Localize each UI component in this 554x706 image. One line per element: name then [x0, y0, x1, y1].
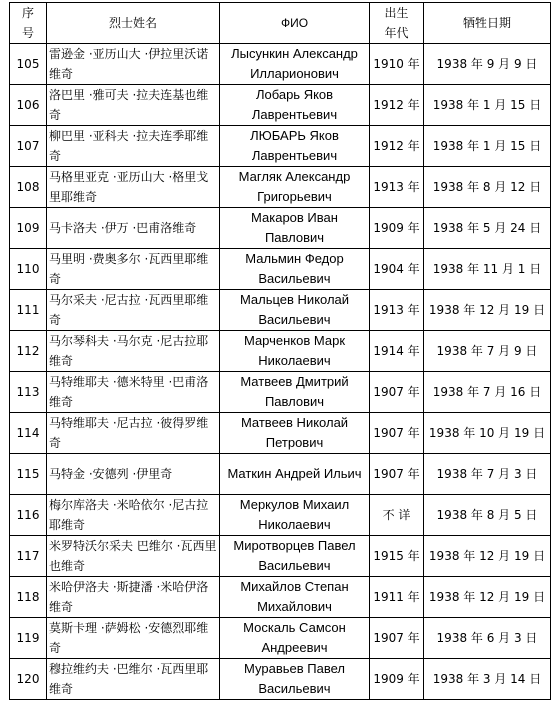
birth-year: 1913 年	[370, 167, 424, 208]
header-fio: ФИО	[220, 3, 370, 44]
martyr-name: 马里明 ·费奥多尔 ·瓦西里耶维奇	[47, 249, 220, 290]
death-date: 1938 年 9 月 9 日	[424, 44, 551, 85]
table-row	[10, 454, 551, 495]
martyr-name: 马尔采夫 ·尼古拉 ·瓦西里耶维奇	[47, 290, 220, 331]
martyr-name: 马卡洛夫 ·伊万 ·巴甫洛维奇	[47, 208, 220, 249]
header-name: 烈士姓名	[47, 3, 220, 44]
birth-year: 1907 年	[370, 413, 424, 454]
table-row	[10, 126, 551, 167]
birth-year: 1907 年	[370, 372, 424, 413]
row-number: 114	[10, 413, 47, 454]
table-row	[10, 413, 551, 454]
row-number: 108	[10, 167, 47, 208]
table-row	[10, 495, 551, 536]
header-death-date: 牺牲日期	[424, 3, 551, 44]
birth-year: 1907 年	[370, 454, 424, 495]
header-number: 序 号	[10, 3, 47, 44]
russian-name: Миротворцев Павел Васильевич	[220, 536, 370, 577]
russian-name: Михайлов Степан Михайлович	[220, 577, 370, 618]
martyr-name: 莫斯卡理 ·萨姆松 ·安德烈耶维奇	[47, 618, 220, 659]
russian-name: Мальцев Николай Васильевич	[220, 290, 370, 331]
table-header	[10, 3, 551, 44]
death-date: 1938 年 6 月 3 日	[424, 618, 551, 659]
russian-name: Маткин Андрей Ильич	[220, 454, 370, 495]
table-row	[10, 85, 551, 126]
birth-year: 1904 年	[370, 249, 424, 290]
row-number: 111	[10, 290, 47, 331]
header-row	[10, 3, 551, 44]
russian-name: Матвеев Дмитрий Павлович	[220, 372, 370, 413]
death-date: 1938 年 12 月 19 日	[424, 577, 551, 618]
martyr-name: 雷逊金 ·亚历山大 ·伊拉里沃诺维奇	[47, 44, 220, 85]
death-date: 1938 年 3 月 14 日	[424, 659, 551, 700]
birth-year: 1909 年	[370, 208, 424, 249]
martyr-name: 马格里亚克 ·亚历山大 ·格里戈里耶维奇	[47, 167, 220, 208]
row-number: 120	[10, 659, 47, 700]
birth-year: 1912 年	[370, 85, 424, 126]
row-number: 116	[10, 495, 47, 536]
russian-name: Матвеев Николай Петрович	[220, 413, 370, 454]
martyr-name: 马特维耶夫 ·尼古拉 ·彼得罗维奇	[47, 413, 220, 454]
row-number: 115	[10, 454, 47, 495]
martyr-name: 洛巴里 ·雅可夫 ·拉夫连基也维奇	[47, 85, 220, 126]
martyr-name: 穆拉维约夫 ·巴维尔 ·瓦西里耶维奇	[47, 659, 220, 700]
row-number: 107	[10, 126, 47, 167]
martyr-name: 梅尔库洛夫 ·米哈依尔 ·尼古拉耶维奇	[47, 495, 220, 536]
russian-name: Лобарь Яков Лаврентьевич	[220, 85, 370, 126]
russian-name: Магляк Александр Григорьевич	[220, 167, 370, 208]
russian-name: Макаров Иван Павлович	[220, 208, 370, 249]
row-number: 113	[10, 372, 47, 413]
russian-name: Муравьев Павел Васильевич	[220, 659, 370, 700]
birth-year: 1910 年	[370, 44, 424, 85]
table-row	[10, 208, 551, 249]
table-row	[10, 372, 551, 413]
martyr-name: 米罗特沃尔采夫 巴维尔 ·瓦西里也维奇	[47, 536, 220, 577]
table-row	[10, 44, 551, 85]
row-number: 105	[10, 44, 47, 85]
row-number: 106	[10, 85, 47, 126]
russian-name: ЛЮБАРЬ Яков Лаврентьевич	[220, 126, 370, 167]
birth-year: 不 详	[370, 495, 424, 536]
death-date: 1938 年 7 月 9 日	[424, 331, 551, 372]
row-number: 110	[10, 249, 47, 290]
death-date: 1938 年 8 月 12 日	[424, 167, 551, 208]
martyr-name: 柳巴里 ·亚科夫 ·拉夫连季耶维奇	[47, 126, 220, 167]
martyr-name: 马尔琴科夫 ·马尔克 ·尼古拉耶维奇	[47, 331, 220, 372]
russian-name: Лысункин Александр Илларионович	[220, 44, 370, 85]
russian-name: Марченков Марк Николаевич	[220, 331, 370, 372]
row-number: 118	[10, 577, 47, 618]
birth-year: 1914 年	[370, 331, 424, 372]
row-number: 117	[10, 536, 47, 577]
table-row	[10, 167, 551, 208]
death-date: 1938 年 5 月 24 日	[424, 208, 551, 249]
table-row	[10, 618, 551, 659]
table-row	[10, 290, 551, 331]
martyr-name: 马特金 ·安德列 ·伊里奇	[47, 454, 220, 495]
russian-name: Москаль Самсон Андреевич	[220, 618, 370, 659]
death-date: 1938 年 1 月 15 日	[424, 126, 551, 167]
death-date: 1938 年 7 月 3 日	[424, 454, 551, 495]
death-date: 1938 年 10 月 19 日	[424, 413, 551, 454]
row-number: 119	[10, 618, 47, 659]
death-date: 1938 年 8 月 5 日	[424, 495, 551, 536]
death-date: 1938 年 12 月 19 日	[424, 536, 551, 577]
table-row	[10, 536, 551, 577]
martyr-name: 马特维耶夫 ·德米特里 ·巴甫洛维奇	[47, 372, 220, 413]
table-body	[10, 44, 551, 700]
death-date: 1938 年 12 月 19 日	[424, 290, 551, 331]
table-row	[10, 659, 551, 700]
birth-year: 1915 年	[370, 536, 424, 577]
birth-year: 1912 年	[370, 126, 424, 167]
death-date: 1938 年 7 月 16 日	[424, 372, 551, 413]
header-birth-year: 出生 年代	[370, 3, 424, 44]
birth-year: 1909 年	[370, 659, 424, 700]
row-number: 109	[10, 208, 47, 249]
table-row	[10, 331, 551, 372]
death-date: 1938 年 1 月 15 日	[424, 85, 551, 126]
table-row	[10, 249, 551, 290]
russian-name: Мальмин Федор Васильевич	[220, 249, 370, 290]
death-date: 1938 年 11 月 1 日	[424, 249, 551, 290]
martyr-name: 米哈伊洛夫 ·斯捷潘 ·米哈伊洛维奇	[47, 577, 220, 618]
row-number: 112	[10, 331, 47, 372]
russian-name: Меркулов Михаил Николаевич	[220, 495, 370, 536]
table-row	[10, 577, 551, 618]
birth-year: 1911 年	[370, 577, 424, 618]
birth-year: 1907 年	[370, 618, 424, 659]
birth-year: 1913 年	[370, 290, 424, 331]
martyrs-table	[9, 2, 551, 700]
